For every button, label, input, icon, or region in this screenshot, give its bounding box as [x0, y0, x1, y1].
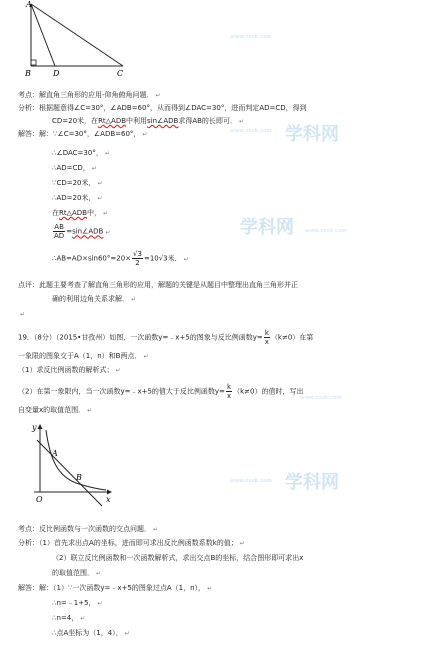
- label-point-b: B: [76, 473, 82, 482]
- p1-fenxi-line1: 分析：根据题意得∠C=30°，∠ADB=60°，从而得到∠DAC=30°，进而判定AD=CD，得到: [18, 104, 307, 112]
- p1-step7: ∴AB=AD×sin60°=20× $\frac{√3}{2}$ =10√3米． ↵: [52, 250, 189, 267]
- watermark-3-url: www.zxxk.com: [230, 478, 272, 484]
- p1-fenxi-line2: CD=20米，在Rt△ADB中利用sin∠ADB求得AB的长即可． ↵: [52, 117, 244, 125]
- linear-function-line: [37, 440, 102, 506]
- p2-fenxi-line2: （2）联立反比例函数和一次函数解析式，求出交点B的坐标，结合图形即可求出x: [52, 554, 304, 562]
- watermark-1: 学科网: [285, 124, 339, 145]
- label-y: y: [32, 423, 37, 432]
- p1-step3: ∵CD=20米， ↵: [52, 179, 103, 187]
- label-c: C: [117, 69, 124, 78]
- line-ac: [31, 4, 123, 66]
- fraction-ab-ad: $\frac{AB}{AD}$: [54, 223, 65, 240]
- q19-line2: 一象限的图象交于A（1，n）和B两点． ↵: [18, 352, 149, 360]
- triangle-figure: [22, 0, 132, 80]
- q19-line1: 19．（8分）（2015•甘孜州）如图，一次函数y=﹣x+5的图象与反比例函数y= $\frac{k}{x}$ （k≠0）在第: [18, 329, 314, 346]
- fraction-sqrt3-2: $\frac{√3}{2}$: [133, 250, 142, 267]
- p2-fenxi-line3: 的取值范围． ↵: [52, 569, 102, 577]
- watermark-1-url: www.zxxk.com: [230, 128, 272, 134]
- p2-kaodian: 考点：反比例函数与一次函数的交点问题． ↵: [18, 525, 159, 533]
- p2-fenxi-line1: 分析：（1）首先求出点A的坐标，进而即可求出反比例函数系数k的值； ↵: [18, 539, 245, 547]
- watermark-5-url: www.zxxk.com: [300, 395, 342, 401]
- p2-step2: ∴n=4， ↵: [52, 614, 86, 622]
- p1-jieda: 解答：解：∵∠C=30°，∠ADB=60°， ↵: [18, 130, 148, 138]
- function-graph-figure: [28, 420, 128, 508]
- fraction-k-x-2: $\frac{k}{x}$: [226, 383, 232, 400]
- fraction-k-x-1: $\frac{k}{x}$: [264, 329, 269, 346]
- p1-step5: 在Rt△ADB中， ↵: [52, 209, 109, 217]
- watermark-2-url: www.zxxk.com: [305, 228, 347, 234]
- right-angle-mark: [31, 60, 36, 65]
- line-ad: [31, 4, 55, 66]
- p1-fraction-line: $\frac{AB}{AD}$ =sin∠ADB ↵: [54, 223, 111, 240]
- p2-jieda: 解答：解：（1）∵一次函数y=﹣x+5的图象过点A（1，n）， ↵: [18, 584, 213, 592]
- label-a: A: [26, 0, 32, 9]
- p1-step2: ∴AD=CD， ↵: [52, 164, 97, 172]
- p1-kaodian: 考点：解直角三角形的应用-仰角俯角问题． ↵: [18, 91, 161, 99]
- q19-line3: （1）求反比例函数的解析式； ↵: [18, 366, 121, 374]
- label-d: D: [53, 69, 60, 78]
- label-point-a: A: [52, 449, 58, 458]
- p2-step3: ∴点A坐标为（1，4）， ↵: [52, 629, 130, 637]
- watermark-2: 学科网: [240, 217, 294, 238]
- label-b: B: [25, 69, 31, 78]
- q19-line4: （2）在第一象限内，当一次函数y=﹣x+5的值大于反比例函数y= $\frac{k}{x}$ （k≠0）的值时，写出: [18, 383, 304, 400]
- label-x: x: [106, 495, 111, 504]
- p2-step1: ∴n=﹣1+5， ↵: [52, 599, 103, 607]
- p1-dianping-line2: 确的利用边角关系求解． ↵: [52, 295, 137, 303]
- watermark-3: 学科网: [285, 472, 339, 493]
- p1-dianping-line1: 点评：此题主要考查了解直角三角形的应用，解题的关键是从题目中整理出直角三角形并正: [18, 281, 298, 289]
- watermark-4-url: www.zxxk.com: [230, 34, 272, 40]
- q19-line5: 自变量x的取值范围． ↵: [18, 406, 93, 414]
- label-origin: O: [36, 495, 43, 504]
- p1-step1: ∴∠DAC=30°， ↵: [52, 149, 110, 157]
- p1-step4: ∴AD=20米， ↵: [52, 194, 103, 202]
- p1-blank: ↵: [20, 311, 26, 318]
